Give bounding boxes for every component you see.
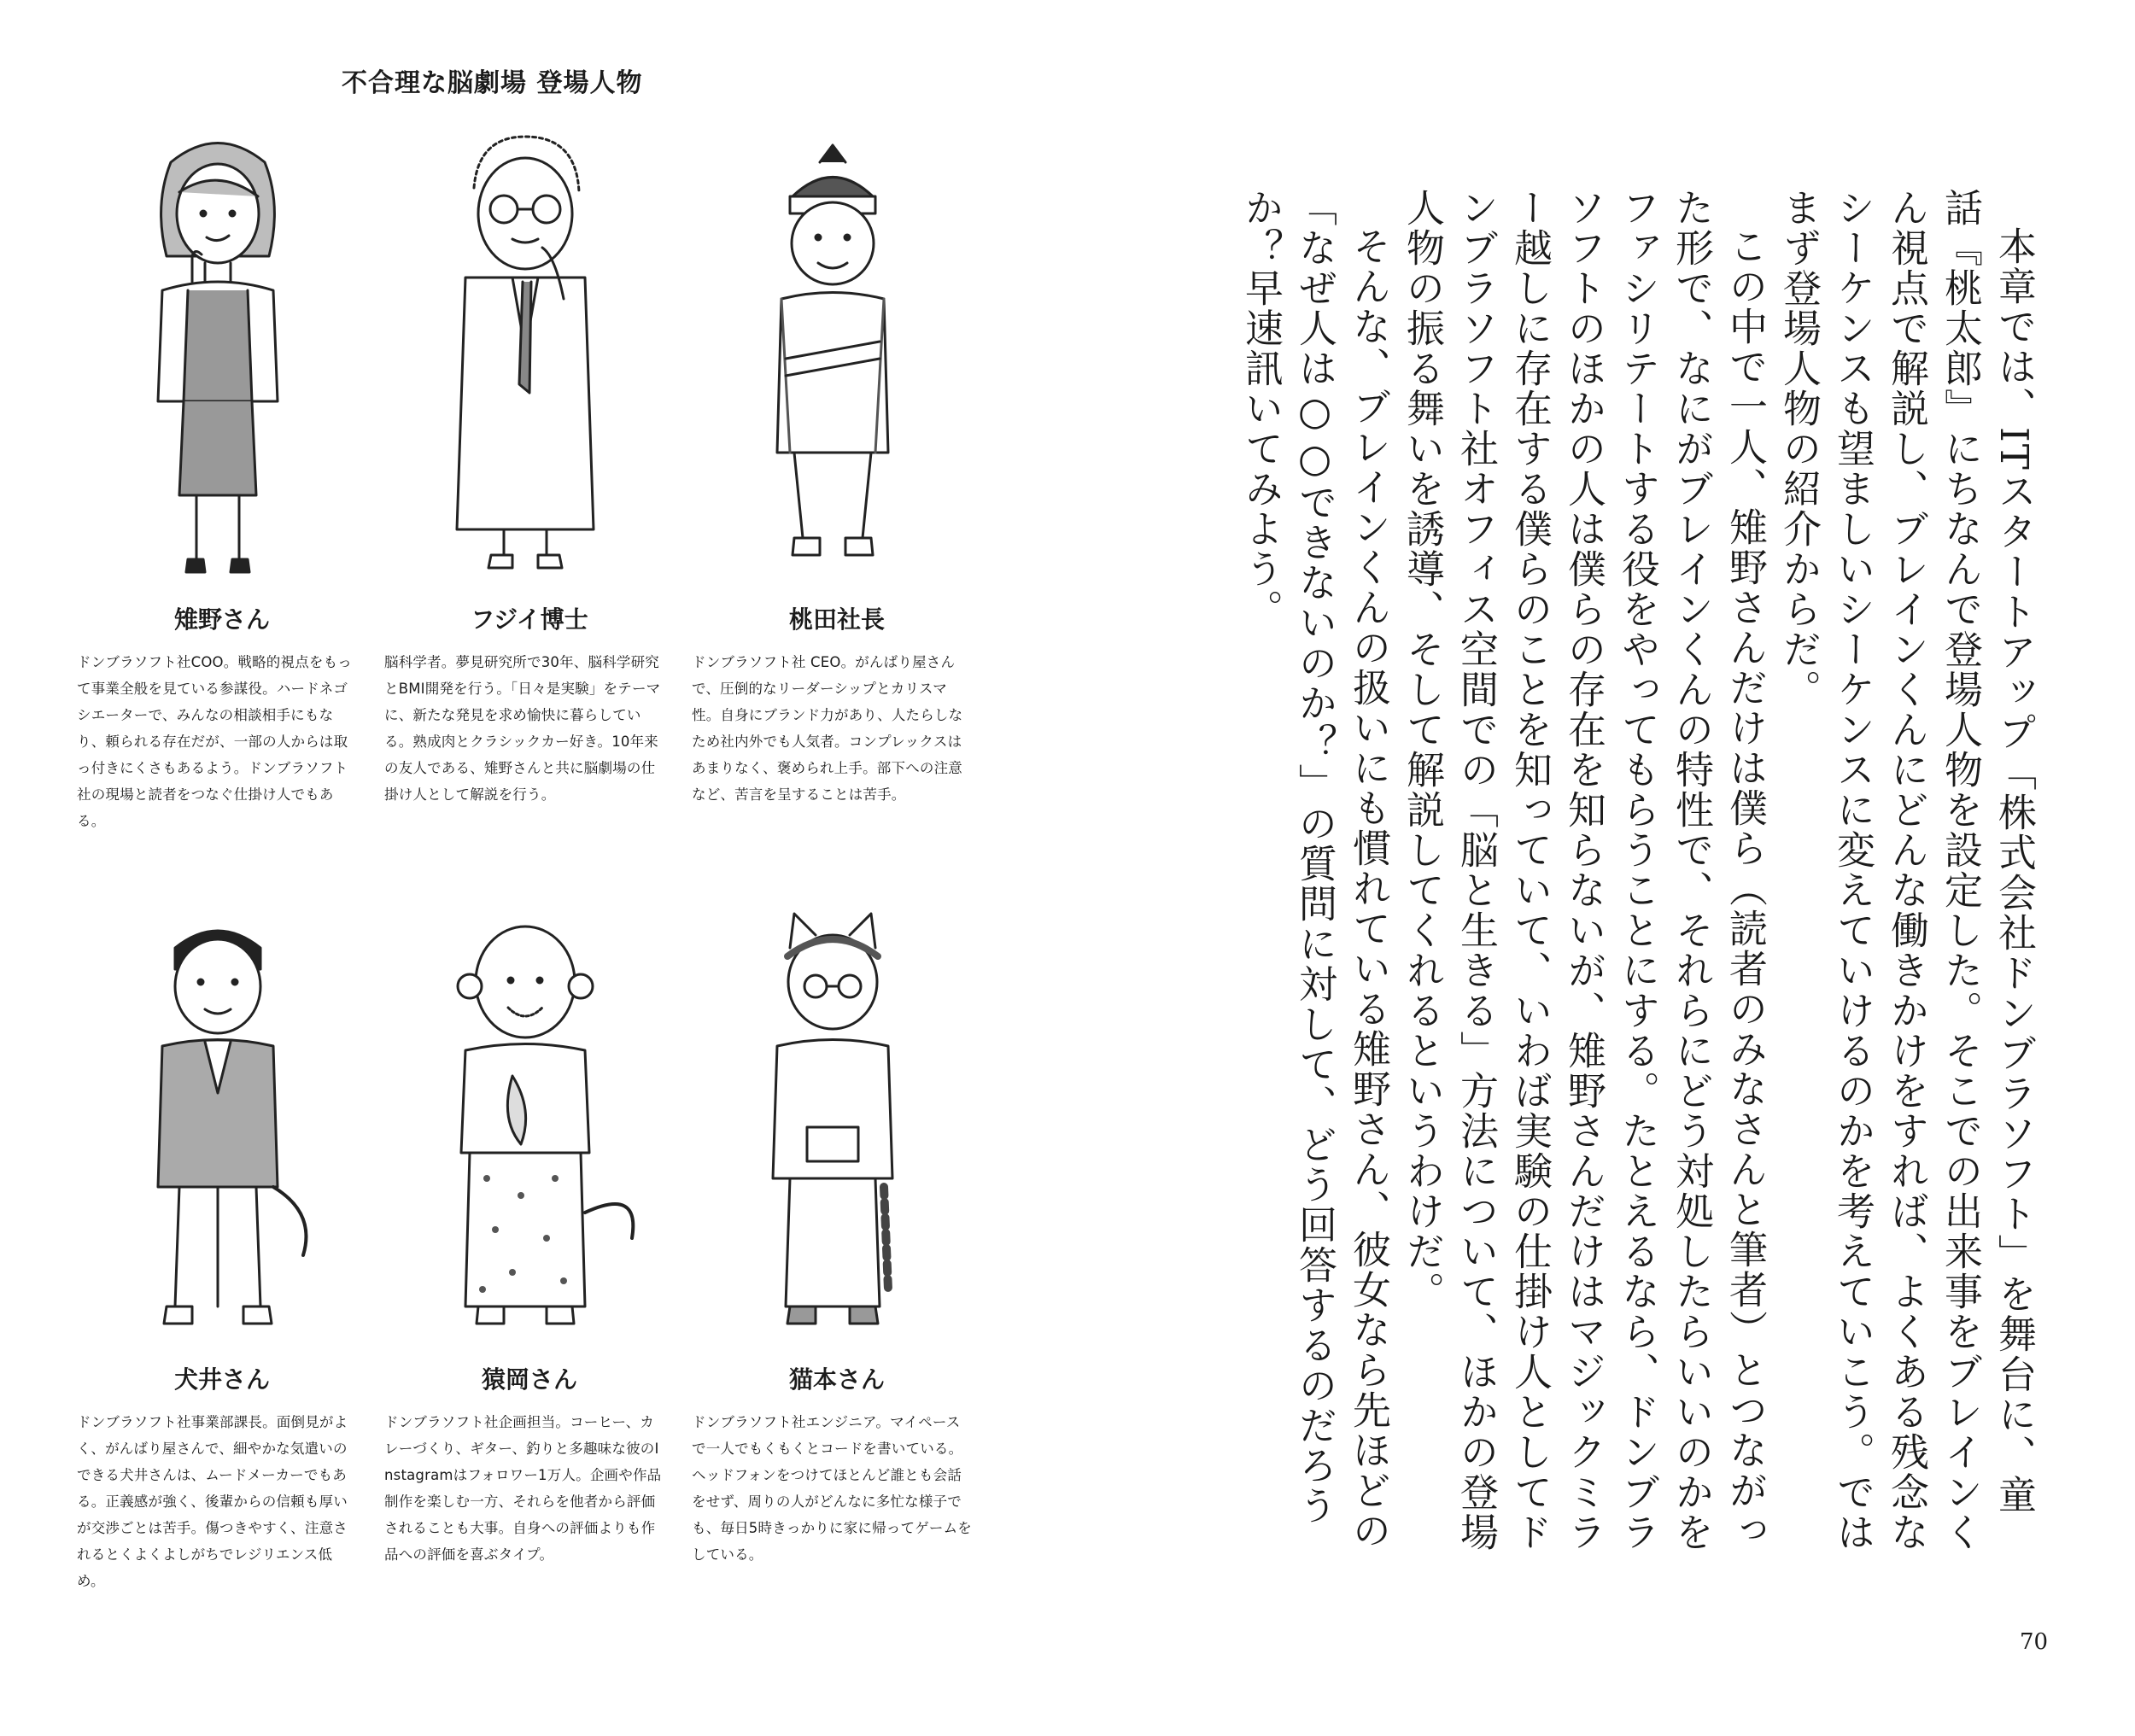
character-name: 猿岡さん <box>481 1365 577 1394</box>
character-card-kijino <box>77 128 367 834</box>
character-description: ドンブラソフト社COO。戦略的視点をもって事業全般を見ている参謀役。ハードネゴシエーターで、みんなの相談相手にもなり、頼られる存在だが、一部の人からは取っ付きにくさもあるよう。ドンブラソフト社の現場と読者をつなぐ仕掛け人でもある。 <box>77 654 352 829</box>
inui-illustration <box>77 905 359 1349</box>
character-description: ドンブラソフト社企画担当。コーヒー、カレーづくり、ギター、釣りと多趣味な彼のInstagramはフォロワー1万人。企画や作品制作を楽しむ一方、それらを他者から評価されることも大事。自身への評価よりも作品への評価を喜ぶタイプ。 <box>384 1414 662 1563</box>
fujii-illustration <box>384 128 666 589</box>
right-page <box>1068 0 2135 1736</box>
character-card-momota <box>692 128 982 808</box>
character-name: 雉野さん <box>173 605 270 634</box>
nekomoto-illustration <box>692 905 974 1349</box>
character-description: ドンブラソフト社エンジニア。マイペースで一人でもくもくとコードを書いている。ヘッドフォンをつけてほとんど誰とも会話をせず、周りの人がどんなに多忙な様子でも、毎日5時きっかりに家に帰ってゲームをしている。 <box>692 1414 972 1563</box>
page-number: 70 <box>2020 1629 2049 1655</box>
paragraph: 本章では、ITスタートアップ「株式会社ドンブラソフト」を舞台に、童話『桃太郎』にちなんで登場人物を設定した。そこでの出来事をブレインくん視点で解説し、ブレインくんにどんな働きかけをすれば、よくある残念なシーケンスも望ましいシーケンスに変えていけるのかを考えていこう。ではまず登場人物の紹介からだ。 <box>1776 188 2037 1552</box>
momota-illustration <box>692 128 974 589</box>
character-card-saruoka <box>384 905 675 1568</box>
character-name: 猫本さん <box>788 1365 885 1394</box>
character-description: ドンブラソフト社 CEO。がんばり屋さんで、圧倒的なリーダーシップとカリスマ性。自身にブランド力があり、人たらしなため社内外でも人気者。コンプレックスはあまりなく、褒められ上手。部下への注意など、苦言を呈することは苦手。 <box>692 654 963 803</box>
paragraph: そんな、ブレインくんの扱いにも慣れている雉野さん、彼女なら先ほどの「なぜ人は○○できないのか？」の質問に対して、どう回答するのだろうか？早速訊いてみよう。 <box>1238 188 1391 1551</box>
saruoka-illustration <box>384 905 666 1349</box>
character-card-inui <box>77 905 367 1594</box>
character-description: 脳科学者。夢見研究所で30年、脳科学研究とBMI開発を行う。「日々是実験」をテーマに、新たな発見を求め愉快に暮らしている。熟成肉とクラシックカー好き。10年来の友人である、雉野さんと共に脳劇場の仕掛け人として解説を行う。 <box>384 654 661 803</box>
section-title: 不合理な脳劇場 登場人物 <box>342 68 643 98</box>
body-text <box>1238 188 2041 1554</box>
paragraph: この中で一人、雉野さんだけは僕ら（読者のみなさんと筆者）とつながった形で、なにがブレインくんの特性で、それらにどう対処したらいいのかをファシリテートする役をやってもらうことにする。たとえるなら、ドンブラソフトのほかの人は僕らの存在を知らないが、雉野さんだけはマジックミラー越しに存在する僕らのことを知っていて、いわば実験の仕掛け人としてドンブラソフト社オフィス空間での「脳と生きる」方法について、ほかの登場人物の振る舞いを誘導、そして解説してくれるというわけだ。 <box>1400 188 1768 1552</box>
character-description: ドンブラソフト社事業部課長。面倒見がよく、がんばり屋さんで、細やかな気遣いのできる犬井さんは、ムードメーカーでもある。正義感が強く、後輩からの信頼も厚いが交渉ごとは苦手。傷つきやすく、注意されるとくよくよしがちでレジリエンス低め。 <box>77 1414 348 1589</box>
character-name: 犬井さん <box>173 1365 270 1394</box>
kijino-illustration <box>77 128 359 589</box>
character-card-fujii <box>384 128 675 808</box>
character-card-nekomoto <box>692 905 982 1568</box>
character-name: フジイ博士 <box>471 605 588 634</box>
character-name: 桃田社長 <box>788 605 885 634</box>
